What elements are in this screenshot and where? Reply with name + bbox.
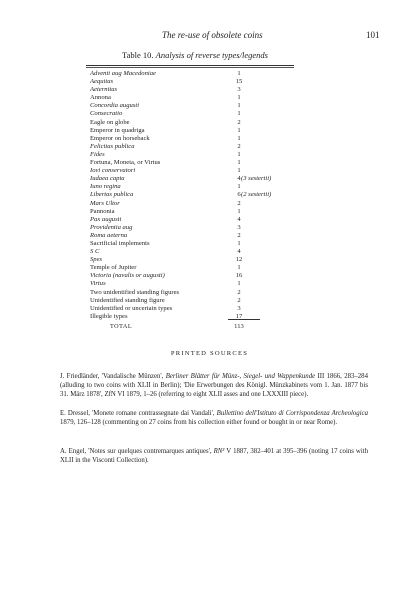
table-row — [90, 183, 330, 191]
table-row — [90, 143, 330, 151]
table-row — [90, 151, 330, 159]
table-row — [90, 216, 330, 224]
source-text: A. Engel, 'Notes sur quelques contremarques antiques', — [60, 447, 214, 455]
type-count: 4 — [237, 215, 241, 223]
table-caption-number: Table 10. — [122, 50, 154, 60]
table-caption — [122, 50, 268, 60]
reverse-type: Fides — [90, 150, 105, 158]
table-row — [90, 280, 330, 288]
source-entry — [60, 409, 368, 428]
type-count: 2 — [237, 231, 241, 239]
reverse-type: Pannonia — [90, 207, 115, 215]
reverse-type: Aequitas — [90, 78, 114, 86]
source-journal: Bullettino dell'Istituto di Corrispondenza Archeologica — [216, 409, 368, 417]
type-count: 4 — [237, 248, 241, 256]
table-row — [90, 200, 330, 208]
type-count: 1 — [237, 280, 241, 288]
reverse-type: Temple of Jupiter — [90, 264, 137, 272]
source-entry — [60, 447, 368, 466]
table-row — [90, 70, 330, 78]
table-row — [90, 272, 330, 280]
type-count: 1 — [237, 110, 241, 118]
type-note: (2 sestertii) — [241, 191, 272, 199]
page-number: 101 — [366, 30, 380, 40]
type-count: 4 — [237, 175, 241, 183]
type-count: 1 — [237, 134, 241, 142]
type-count: 1 — [237, 70, 241, 77]
reverse-type: Sacrificial implements — [90, 239, 150, 247]
reverse-type: Mars Ultor — [90, 199, 120, 207]
type-count: 2 — [237, 142, 241, 150]
sources-heading: PRINTED SOURCES — [170, 350, 249, 357]
type-count: 1 — [237, 239, 241, 247]
table-row — [90, 135, 330, 143]
type-count: 1 — [237, 207, 241, 215]
reverse-type: Libertas publica — [90, 191, 134, 199]
reverse-type: Roma aeterna — [90, 231, 128, 239]
reverse-type: Spes — [90, 256, 103, 264]
type-count: 1 — [237, 159, 241, 167]
table-row — [90, 240, 330, 248]
table-row — [90, 264, 330, 272]
reverse-type: Annona — [90, 94, 111, 102]
reverse-type: Unidentified or uncertain types — [90, 304, 173, 312]
total-label: TOTAL — [110, 323, 133, 330]
table-row — [90, 127, 330, 135]
table-top-rule-inner — [86, 67, 294, 68]
table-row — [90, 224, 330, 232]
type-count: 2 — [237, 199, 241, 207]
table-row — [90, 191, 330, 199]
reverse-type: Eagle on globe — [90, 118, 130, 126]
type-count: 1 — [237, 126, 241, 134]
source-journal: RN³ — [213, 447, 225, 455]
type-count: 1 — [237, 264, 241, 272]
reverse-type: Emperor on horseback — [90, 134, 150, 142]
reverse-type: Felicitas publica — [90, 142, 135, 150]
table-row — [90, 159, 330, 167]
type-count: 6 — [237, 191, 241, 199]
reverse-type: Fortuna, Moneta, or Virtus — [90, 159, 161, 167]
reverse-type: Aeternitas — [90, 86, 118, 94]
table-row — [90, 102, 330, 110]
type-count: 12 — [235, 256, 243, 264]
type-count: 16 — [235, 272, 243, 280]
type-count: 1 — [237, 150, 241, 158]
reverse-type: Emperor in quadriga — [90, 126, 145, 134]
type-count: 2 — [237, 288, 241, 296]
source-text: J. Friedländer, 'Vandalische Münzen', — [60, 372, 166, 380]
reverse-type: Victoria (navalis or augusti) — [90, 272, 165, 280]
type-count: 1 — [237, 102, 241, 110]
running-head — [0, 30, 419, 42]
table-row — [90, 119, 330, 127]
reverse-type: Providentia aug — [90, 223, 133, 231]
source-text: V 1887, 382–401 at 395–396 (noting 17 coins with XLII in the Visconti Collection). — [60, 447, 368, 465]
total-value: 113 — [234, 323, 244, 330]
table-row — [90, 94, 330, 102]
type-count: 1 — [237, 167, 241, 175]
reverse-type: Iovi conservatori — [90, 167, 136, 175]
table-body — [90, 70, 330, 321]
reverse-type: Two unidentified standing figures — [90, 288, 180, 296]
table-row — [90, 208, 330, 216]
table-caption-text: Analysis of reverse types/legends — [155, 50, 268, 60]
type-count: 17 — [235, 312, 243, 320]
reverse-type: S C — [90, 248, 100, 256]
table-row — [90, 248, 330, 256]
type-note: (3 sestertii) — [241, 175, 272, 183]
type-count: 2 — [237, 118, 241, 126]
reverse-type: Unidentified standing figure — [90, 296, 165, 304]
source-entry — [60, 372, 368, 400]
total-rule — [228, 319, 260, 320]
reverse-type: Illegible types — [90, 312, 128, 320]
table-row — [90, 289, 330, 297]
table-row — [90, 305, 330, 313]
table-row — [90, 232, 330, 240]
type-count: 3 — [237, 223, 241, 231]
table-row — [90, 167, 330, 175]
table-row — [90, 297, 330, 305]
total-row — [90, 322, 330, 331]
source-text: E. Dressel, 'Monete romane contrassegnate dai Vandali', — [60, 409, 217, 417]
reverse-type: Pax augusti — [90, 215, 122, 223]
reverse-type: Iudaea capta — [90, 175, 125, 183]
table-row — [90, 86, 330, 94]
reverse-type: Adventi aug Macedoniae — [90, 70, 156, 77]
source-journal: Berliner Blätter für Münz-, Siegel- und Wappenkunde — [165, 372, 316, 380]
type-count: 1 — [237, 94, 241, 102]
reverse-type: Virtus — [90, 280, 106, 288]
reverse-type: Iuno regina — [90, 183, 121, 191]
table-row — [90, 78, 330, 86]
source-text: III 1866, 283–284 (alluding to two coins with XLII in Berlin); 'Die Erwerbungen des Königl. Münzkabinets vom 1. Jan. 1877 bis 31. März 1878', ZfN VI 1879, 1–26 (referring to eight XLII asses and one LXXXIII piece). — [60, 372, 368, 399]
type-count: 1 — [237, 183, 241, 191]
running-title: The re-use of obsolete coins — [162, 30, 263, 40]
source-text: 1879, 126–128 (commenting on 27 coins from his collection either found or bought in or near Rome). — [60, 419, 338, 427]
table-row — [90, 313, 330, 321]
type-count: 15 — [235, 78, 243, 86]
type-count: 3 — [237, 86, 241, 94]
table-row — [90, 256, 330, 264]
table-row — [90, 110, 330, 118]
reverse-type: Concordia augusti — [90, 102, 140, 110]
type-count: 2 — [237, 296, 241, 304]
type-count: 3 — [237, 304, 241, 312]
table-row — [90, 175, 330, 183]
reverse-type: Consecratio — [90, 110, 123, 118]
